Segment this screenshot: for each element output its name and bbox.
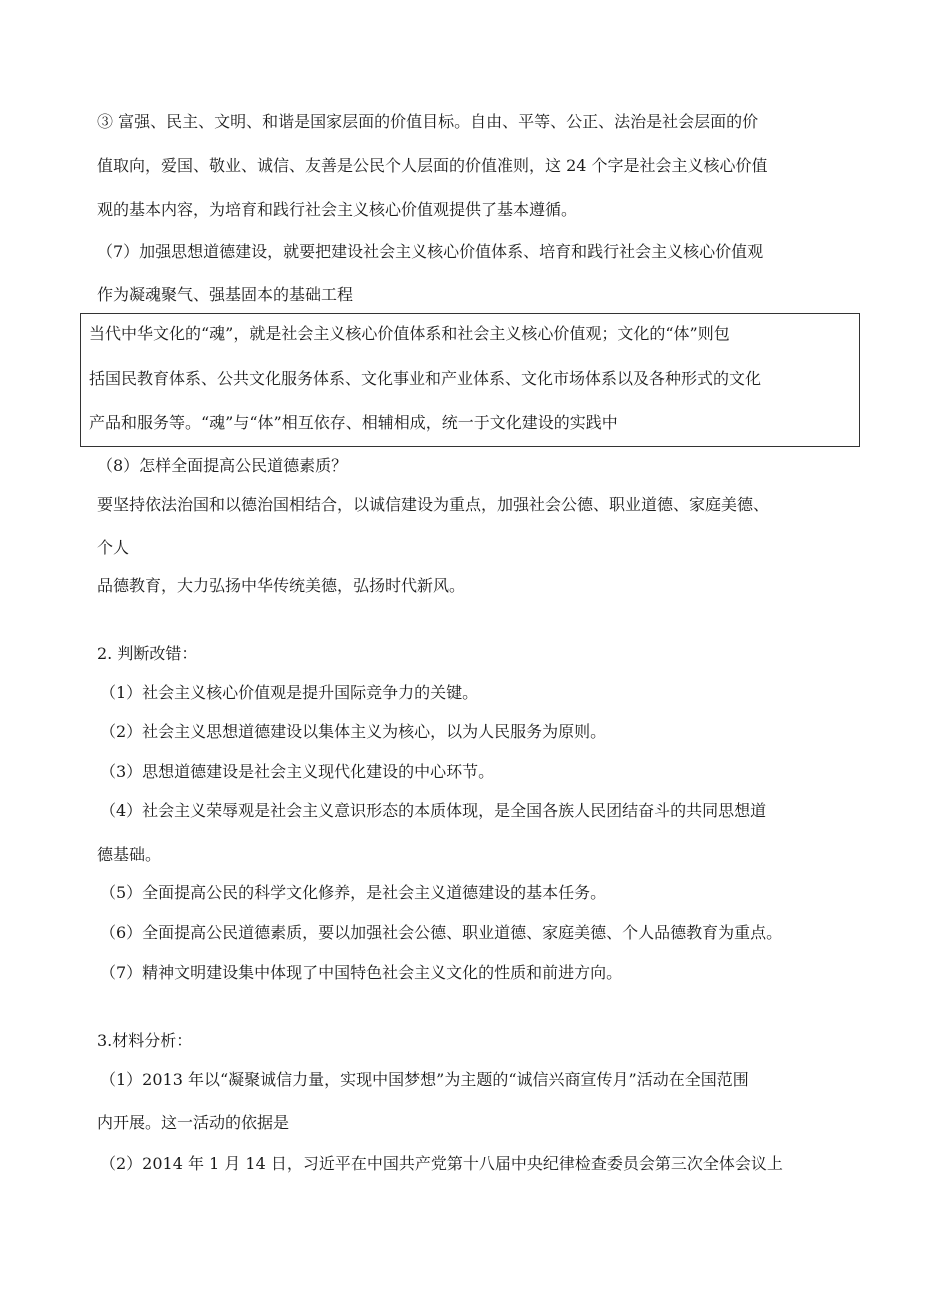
answer-item-8-line-1: 要坚持依法治国和以德治国相结合，以诚信建设为重点，加强社会公德、职业道德、家庭美德、 [97,495,770,514]
section-2-item: （3）思想道德建设是社会主义现代化建设的中心环节。 [100,762,495,781]
section-2-item: （7）精神文明建设集中体现了中国特色社会主义文化的性质和前进方向。 [100,963,623,982]
section-2-item-continuation: 德基础。 [97,845,162,864]
paragraph-core-values-line-2: 值取向，爱国、敬业、诚信、友善是公民个人层面的价值准则，这 24 个字是社会主义核心价值 [97,156,768,175]
section-2-item: （2）社会主义思想道德建设以集体主义为核心，以为人民服务为原则。 [100,722,607,741]
paragraph-item-7-line-1: （7）加强思想道德建设，就要把建设社会主义核心价值体系、培育和践行社会主义核心价值观 [97,242,764,261]
paragraph-core-values-line-3: 观的基本内容，为培育和践行社会主义核心价值观提供了基本遵循。 [97,200,578,219]
paragraph-core-values-line-1: ③ 富强、民主、文明、和谐是国家层面的价值目标。自由、平等、公正、法治是社会层面的价 [97,112,759,131]
section-3-item: （2）2014 年 1 月 14 日，习近平在中国共产党第十八届中央纪律检查委员会第三次全体会议上 [100,1154,783,1173]
boxed-note-line-1: 当代中华文化的“魂”，就是社会主义核心价值体系和社会主义核心价值观；文化的“体”则包 [89,324,730,343]
paragraph-item-7-line-2: 作为凝魂聚气、强基固本的基础工程 [97,285,354,304]
section-2-item: （4）社会主义荣辱观是社会主义意识形态的本质体现，是全国各族人民团结奋斗的共同思想道 [100,801,767,820]
boxed-note [80,313,860,447]
answer-item-8-line-2: 个人 [97,538,130,557]
section-2-item: （1）社会主义核心价值观是提升国际竞争力的关键。 [100,683,479,702]
section-3-heading: 3.材料分析： [97,1031,193,1050]
boxed-note-line-3: 产品和服务等。“魂”与“体”相互依存、相辅相成，统一于文化建设的实践中 [89,413,618,432]
section-2-item: （6）全面提高公民道德素质，要以加强社会公德、职业道德、家庭美德、个人品德教育为重点。 [100,923,783,942]
boxed-note-line-2: 括国民教育体系、公共文化服务体系、文化事业和产业体系、文化市场体系以及各种形式的文化 [89,369,762,388]
question-item-8: （8）怎样全面提高公民道德素质？ [97,456,348,475]
section-3-item-continuation: 内开展。这一活动的依据是 [97,1113,290,1132]
answer-item-8-line-3: 品德教育，大力弘扬中华传统美德，弘扬时代新风。 [97,576,466,595]
section-3-item: （1）2013 年以“凝聚诚信力量，实现中国梦想”为主题的“诚信兴商宣传月”活动在全国范围 [100,1070,749,1089]
section-2-item: （5）全面提高公民的科学文化修养，是社会主义道德建设的基本任务。 [100,883,607,902]
section-2-heading: 2. 判断改错： [97,644,198,663]
